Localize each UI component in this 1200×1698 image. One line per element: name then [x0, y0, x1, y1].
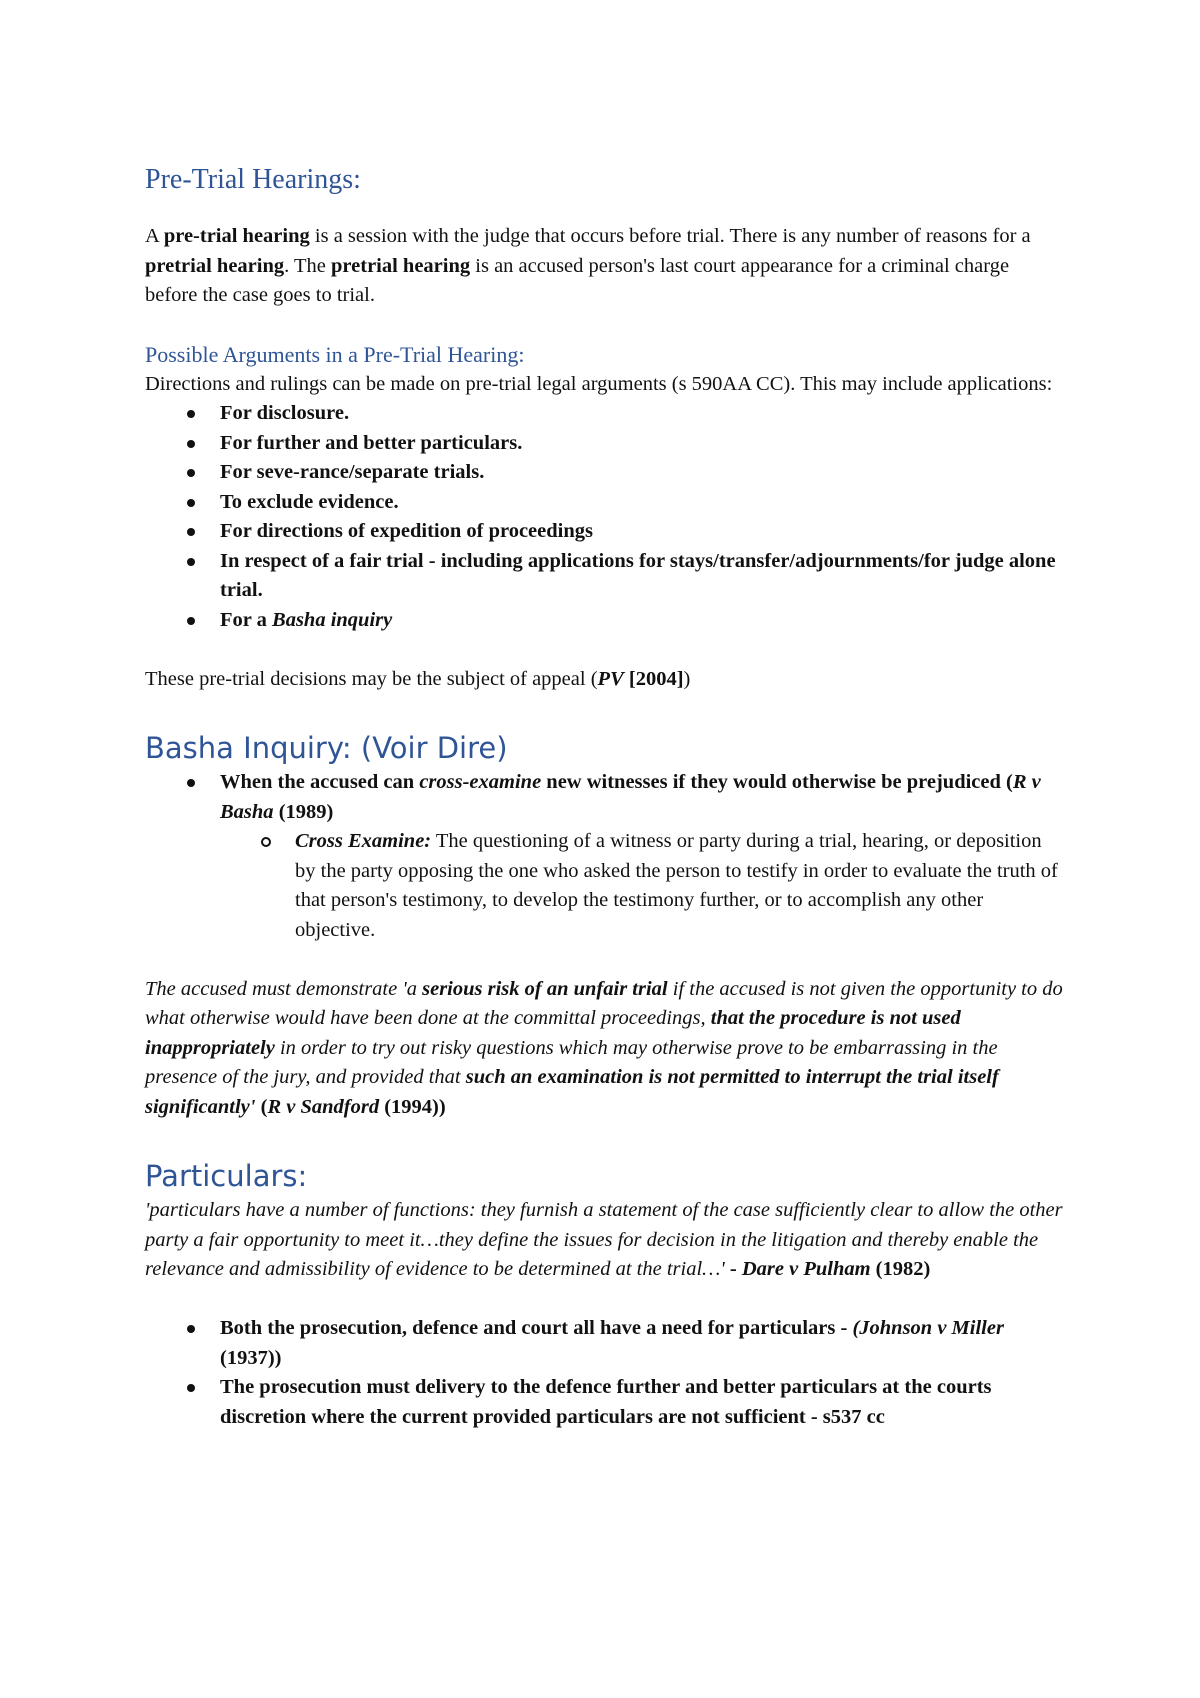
text: in order to try out risky questions which may otherwise prove to be embarrassing in the presence of the jury, and provided that: [145, 1036, 998, 1088]
text: The accused must demonstrate 'a: [145, 977, 423, 1000]
case-name: R v Basha: [220, 771, 1041, 823]
text: For a: [220, 608, 273, 631]
basha-sublist: [145, 827, 1065, 945]
heading-basha-inquiry: Basha Inquiry: (Voir Dire): [145, 731, 508, 765]
spacer: [145, 945, 1065, 975]
list-item: For seve-rance/separate trials.: [145, 458, 1065, 488]
case-name: PV: [597, 667, 624, 690]
case-year: [2004]: [623, 667, 684, 690]
list-item: [145, 1373, 1065, 1432]
applications-list: [145, 399, 1065, 635]
text: -: [724, 1258, 742, 1280]
spacer: [145, 1285, 1065, 1315]
italic-term: cross-examine: [419, 771, 542, 793]
text: new witnesses if they would otherwise be prejudiced (: [541, 771, 1013, 793]
list-item: [145, 1314, 1065, 1373]
lead-paragraph: Directions and rulings can be made on pre-trial legal arguments (s 590AA CC). This may include applications:: [145, 372, 1053, 395]
spacer: [145, 1122, 1065, 1156]
case-year: (1989): [273, 800, 334, 823]
text: These pre-trial decisions may be the subject of appeal (: [145, 667, 598, 690]
list-item: To exclude evidence.: [145, 488, 1065, 518]
case-name: (Johnson v Miller: [852, 1317, 1004, 1339]
spacer: [145, 635, 1065, 665]
basha-list: [145, 768, 1065, 827]
list-item: For further and better particulars.: [145, 429, 1065, 459]
text: ): [683, 667, 691, 690]
emphasis: serious risk of an unfair trial: [422, 977, 668, 1000]
list-item: For disclosure.: [145, 399, 1065, 429]
case-year: (1982): [870, 1258, 931, 1280]
italic-term: Basha inquiry: [272, 608, 393, 631]
text: is a session with the judge that occurs before trial. There is any number of reasons for a: [309, 225, 1031, 247]
list-item: For directions of expedition of proceedings: [145, 517, 1065, 547]
document-page: [145, 160, 1065, 1432]
list-item: [145, 606, 1065, 636]
case-name: Dare v Pulham: [741, 1258, 871, 1280]
text: (: [255, 1095, 268, 1118]
particulars-list: [145, 1314, 1065, 1432]
bold-term: pre-trial hearing: [163, 225, 310, 247]
case-year: (1937)): [220, 1346, 282, 1369]
bold-term: pretrial hearing: [331, 254, 471, 277]
list-item: [145, 768, 1065, 827]
sub-list-item: [145, 827, 1065, 945]
text: if the accused is not given the opportunity to do what otherwise would have been done at the committal proceedings,: [145, 977, 1063, 1029]
bold-term: particulars -: [738, 1317, 853, 1339]
statute-ref: - s537 cc: [810, 1405, 885, 1428]
text: is an accused person's last court appearance for a criminal charge before the case goes to trial.: [145, 254, 1010, 306]
text: Both the prosecution, defence and court all have a need for: [220, 1317, 739, 1339]
text: When the accused can: [220, 771, 420, 793]
heading-pre-trial-hearings: Pre-Trial Hearings:: [145, 164, 361, 195]
emphasis: that the procedure is not used inappropriately: [145, 1007, 961, 1059]
emphasis: such an examination is not permitted to interrupt the trial itself significantly': [145, 1066, 999, 1118]
case-name: R v Sandford: [267, 1095, 380, 1118]
spacer: [145, 311, 1065, 341]
bold-term: pretrial hearing: [145, 254, 285, 277]
text: . The: [284, 254, 332, 277]
appeal-paragraph: [145, 665, 1065, 695]
spacer: [145, 694, 1065, 728]
particulars-quote: [145, 1196, 1065, 1285]
text: A: [145, 225, 164, 247]
text: The prosecution must delivery to the defence further and better particulars at the courts discretion where the current provided particulars are not sufficient: [220, 1376, 992, 1428]
intro-paragraph: [145, 222, 1065, 311]
subheading-possible-arguments: Possible Arguments in a Pre-Trial Hearing:: [145, 342, 525, 367]
list-item: In respect of a fair trial - including applications for stays/transfer/adjournments/for judge alone trial.: [145, 547, 1065, 606]
case-year: (1994)): [379, 1095, 446, 1118]
text: The questioning of a witness or party during a trial, hearing, or deposition by the party opposing the one who asked the person to testify in order to evaluate the truth of that person's testimony, to develop the testimony further, or to accomplish any other objective.: [295, 830, 1058, 941]
sandford-quote: [145, 975, 1065, 1123]
heading-particulars: Particulars:: [145, 1159, 308, 1193]
text: 'particulars have a number of functions: they furnish a statement of the case sufficiently clear to allow the other party a fair opportunity to meet it…they define the issues for decision in the litigation and thereby enable the relevance and admissibility of evidence to be determined at the trial…': [145, 1199, 1063, 1280]
definition-term: Cross Examine:: [295, 830, 432, 852]
